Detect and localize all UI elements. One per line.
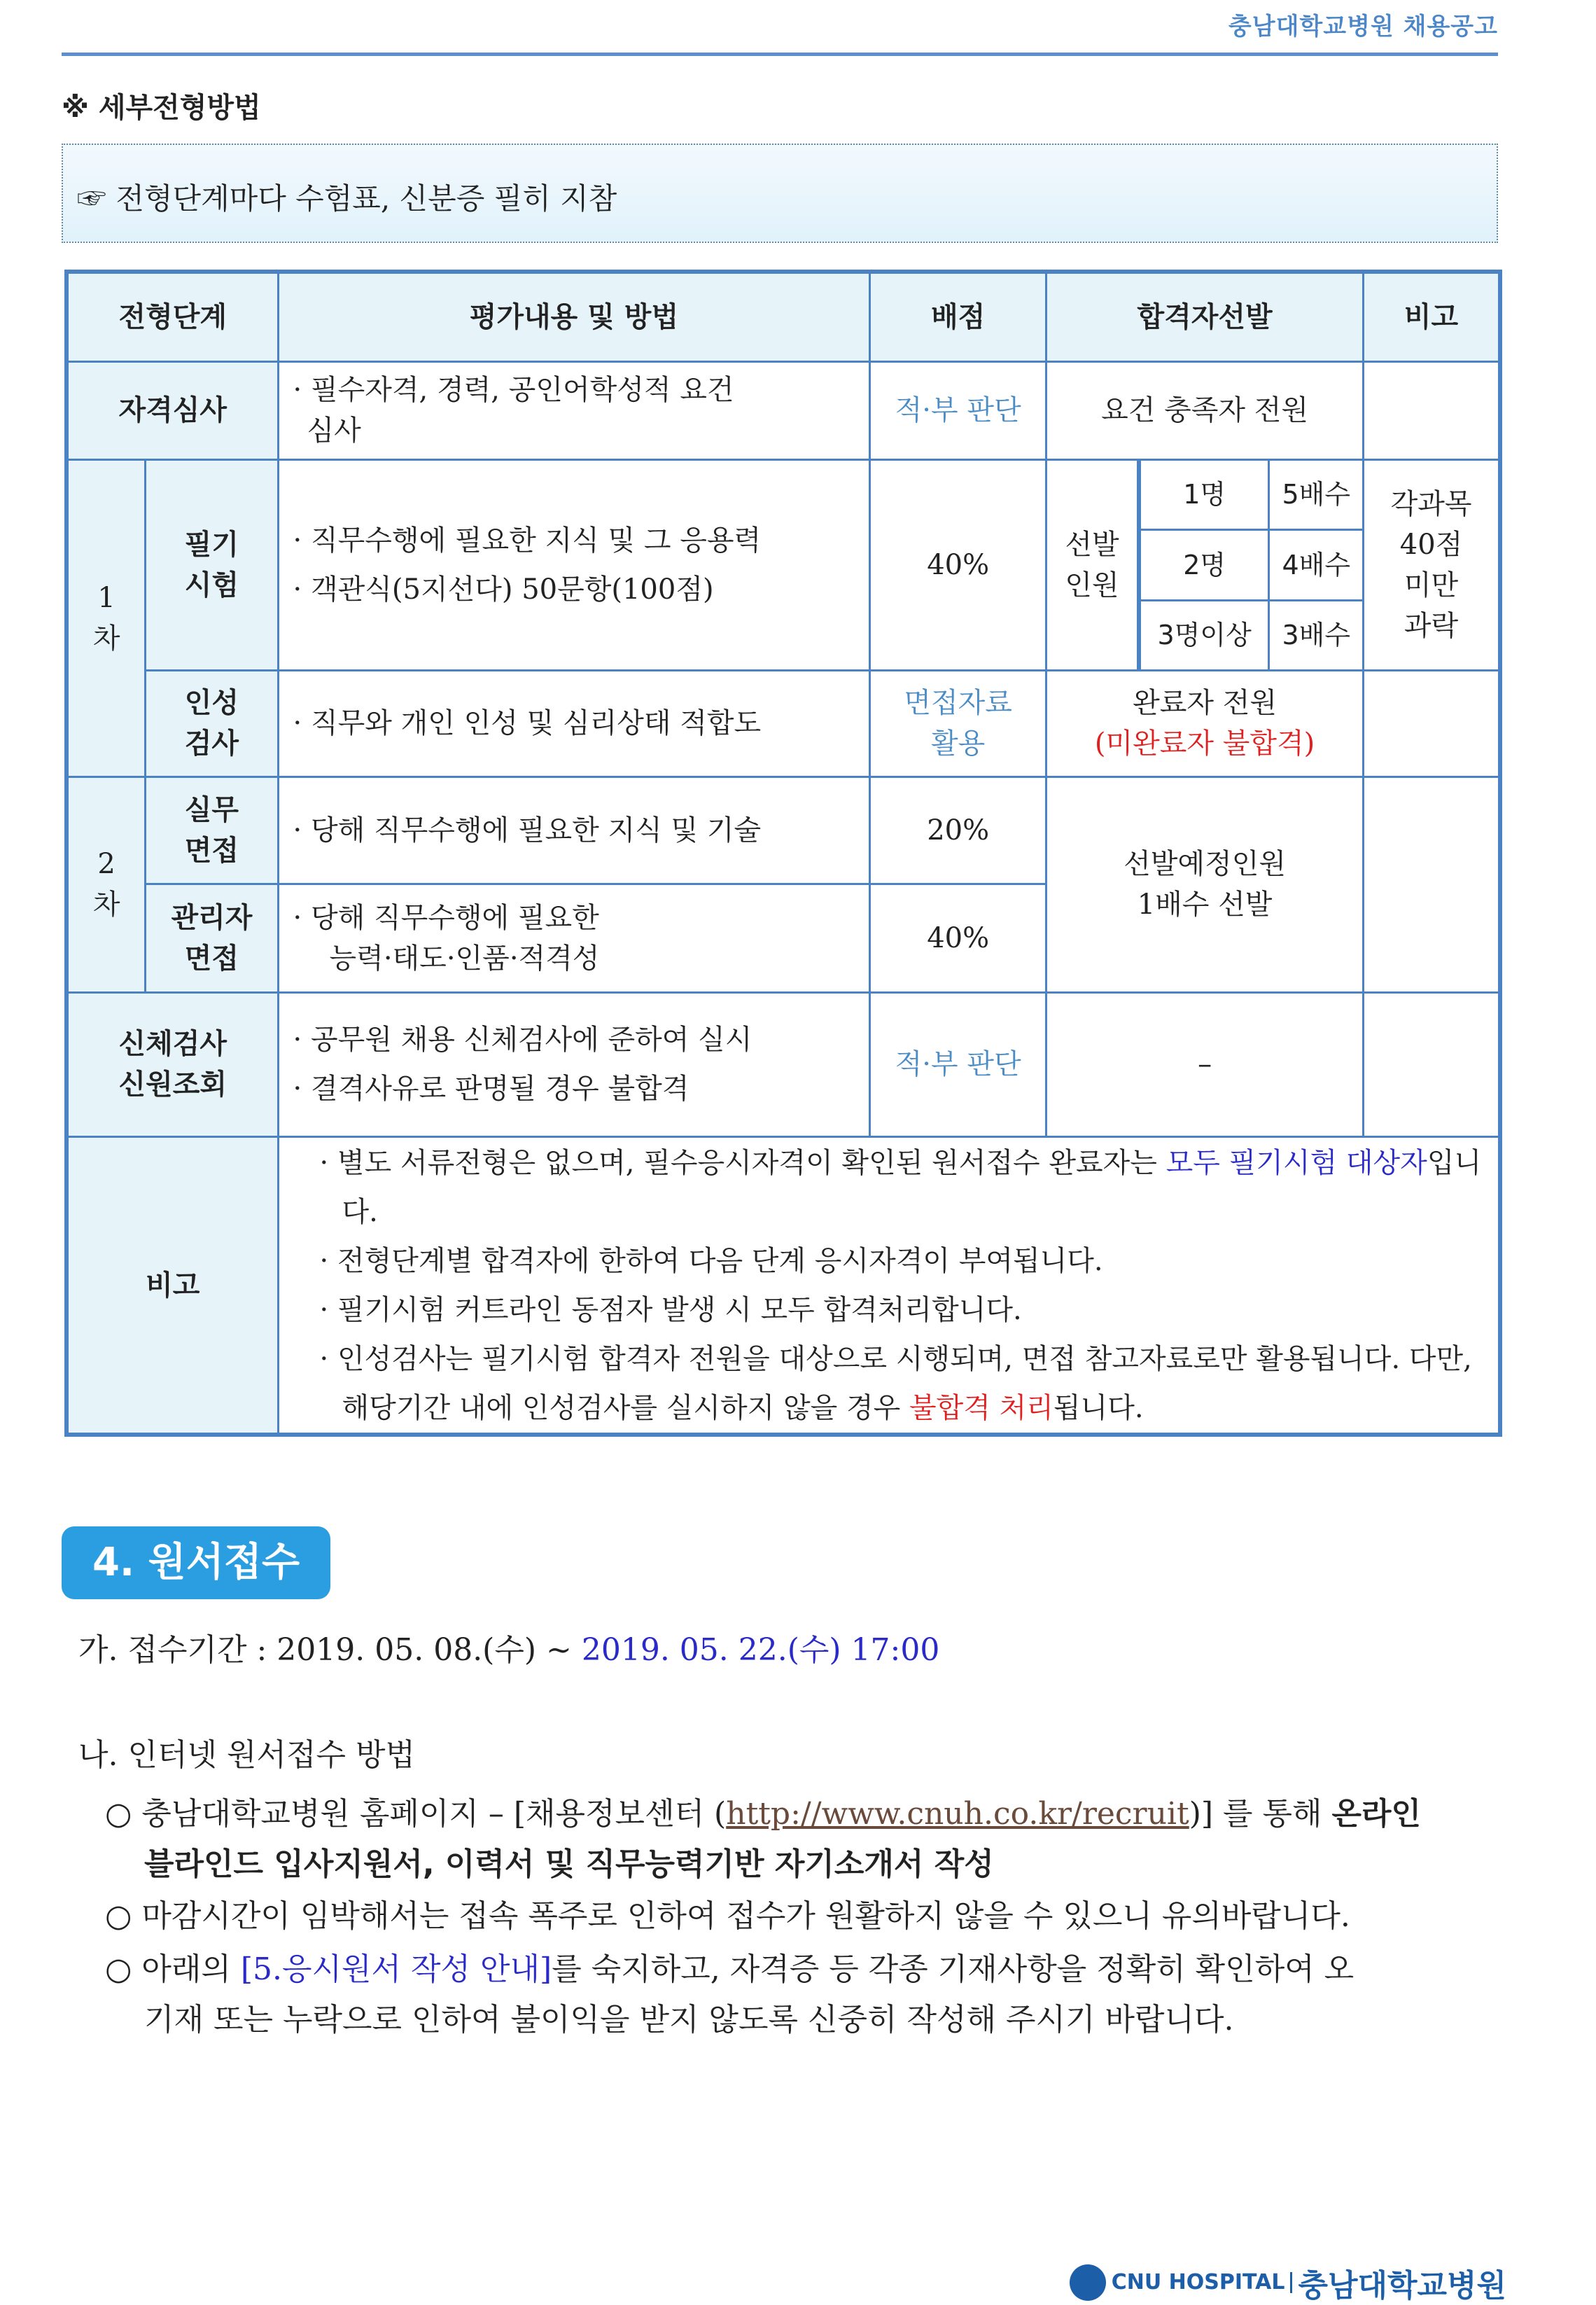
section4-badge: 4. 원서접수	[62, 1526, 330, 1599]
notice-box	[62, 144, 1498, 243]
personality-content: · 직무와 개인 인성 및 심리상태 적합도	[278, 670, 870, 777]
header-remark: 비고	[1364, 272, 1500, 361]
note-1: · 별도 서류전형은 없으며, 필수응시자격이 확인된 원서접수 완료자는 모두 필기시험 대상자입니다.	[319, 1146, 1482, 1228]
practical-score: 20%	[870, 777, 1046, 884]
selection-table	[64, 270, 1502, 1437]
bullet-1-cont: 블라인드 입사지원서, 이력서 및 직무능력기반 자기소개서 작성	[144, 1846, 994, 1882]
sel-ratio-2: 4배수	[1269, 529, 1362, 600]
header-score: 배점	[870, 272, 1046, 361]
page-header	[62, 0, 1498, 56]
table-row	[66, 460, 1500, 671]
application-period: 가. 접수기간 : 2019. 05. 08.(수) ~ 2019. 05. 22.(수) 17:00	[78, 1632, 940, 1668]
personality-remark	[1364, 670, 1500, 777]
practical-content: · 당해 직무수행에 필요한 지식 및 기술	[278, 777, 870, 884]
bullet-2: ○ 마감시간이 임박해서는 접속 폭주로 인하여 접수가 원활하지 않을 수 있으니 유의바랍니다.	[105, 1898, 1350, 1934]
round1-label: 1 차	[66, 460, 146, 777]
note-2: · 전형단계별 합격자에 한하여 다음 단계 응시자격이 부여됩니다.	[319, 1244, 1103, 1277]
stage-manager-interview: 관리자 면접	[146, 884, 278, 992]
table-header-row	[66, 272, 1500, 361]
sel-ratio-1: 5배수	[1269, 461, 1362, 529]
header-content: 평가내용 및 방법	[278, 272, 870, 361]
logo-globe-icon	[1070, 2264, 1106, 2301]
manager-content: · 당해 직무수행에 필요한 능력·태도·인품·적격성	[278, 884, 870, 992]
sel-count-1: 1명	[1140, 461, 1269, 529]
physical-score: 적·부 판단	[870, 992, 1046, 1136]
recruit-link[interactable]: http://www.cnuh.co.kr/recruit	[726, 1796, 1189, 1832]
sel-ratio-3: 3배수	[1269, 600, 1362, 669]
stage-qualification: 자격심사	[66, 361, 278, 459]
logo-korean: 충남대학교병원	[1298, 2268, 1506, 2304]
physical-remark	[1364, 992, 1500, 1136]
physical-content: · 공무원 채용 신체검사에 준하여 실시 · 결격사유로 판명될 경우 불합격	[278, 992, 870, 1136]
written-remark: 각과목 40점 미만 과락	[1364, 460, 1500, 671]
section-title: ※ 세부전형방법	[62, 92, 261, 124]
notes-label: 비고	[66, 1137, 278, 1435]
stage-practical-interview: 실무 면접	[146, 777, 278, 884]
manager-score: 40%	[870, 884, 1046, 992]
period-end: 2019. 05. 22.(수) 17:00	[581, 1632, 940, 1668]
table-row	[66, 670, 1500, 777]
qualification-remark	[1364, 361, 1500, 459]
qualification-selection: 요건 충족자 전원	[1046, 361, 1364, 459]
written-selection-grid	[1138, 460, 1363, 671]
stage-written-exam: 필기 시험	[146, 460, 278, 671]
hospital-logo	[1070, 2260, 1506, 2305]
physical-selection: –	[1046, 992, 1364, 1136]
sel-count-3: 3명이상	[1140, 600, 1269, 669]
personality-score: 면접자료 활용	[870, 670, 1046, 777]
written-content: · 직무수행에 필요한 지식 및 그 응용력 · 객관식(5지선다) 50문항(100점)	[278, 460, 870, 671]
table-row	[66, 777, 1500, 884]
note-3: · 필기시험 커트라인 동점자 발생 시 모두 합격처리합니다.	[319, 1293, 1022, 1326]
bullet-1: ○ 충남대학교병원 홈페이지 – [채용정보센터 (http://www.cnuh.co.kr/recruit)] 를 통해 온라인	[105, 1796, 1422, 1832]
method-title: 나. 인터넷 원서접수 방법	[78, 1737, 415, 1773]
written-score: 40%	[870, 460, 1046, 671]
header-stage: 전형단계	[66, 272, 278, 361]
selection-ratio-table	[1139, 461, 1362, 669]
qualification-score: 적·부 판단	[870, 361, 1046, 459]
round2-selection: 선발예정인원 1배수 선발	[1046, 777, 1364, 992]
round2-remark	[1364, 777, 1500, 992]
notice-text: ☞ 전형단계마다 수험표, 신분증 필히 지참	[77, 181, 617, 216]
header-title: 충남대학교병원 채용공고	[1228, 13, 1498, 41]
note-4: · 인성검사는 필기시험 합격자 전원을 대상으로 시행되며, 면접 참고자료로만 활용됩니다. 다만, 해당기간 내에 인성검사를 실시하지 않을 경우 불합격 처리됩니다.	[319, 1342, 1472, 1424]
round2-label: 2 차	[66, 777, 146, 992]
stage-personality-test: 인성 검사	[146, 670, 278, 777]
logo-english: CNU HOSPITAL	[1112, 2272, 1293, 2293]
table-row	[66, 992, 1500, 1136]
table-row	[66, 1137, 1500, 1435]
notes-content	[278, 1137, 1500, 1435]
header-selection: 합격자선발	[1046, 272, 1364, 361]
bullet-3: ○ 아래의 [5.응시원서 작성 안내]를 숙지하고, 자격증 등 각종 기재사항을 정확히 확인하여 오	[105, 1951, 1354, 1987]
table-row	[66, 361, 1500, 459]
stage-physical-check: 신체검사 신원조회	[66, 992, 278, 1136]
sel-count-2: 2명	[1140, 529, 1269, 600]
qualification-content: · 필수자격, 경력, 공인어학성적 요건 심사	[278, 361, 870, 459]
personality-selection: 완료자 전원 (미완료자 불합격)	[1046, 670, 1364, 777]
written-selection-label: 선발 인원	[1046, 460, 1138, 671]
guide-link[interactable]: [5.응시원서 작성 안내]	[240, 1951, 552, 1987]
bullet-3-cont: 기재 또는 누락으로 인하여 불이익을 받지 않도록 신중히 작성해 주시기 바랍니다.	[144, 2002, 1234, 2038]
